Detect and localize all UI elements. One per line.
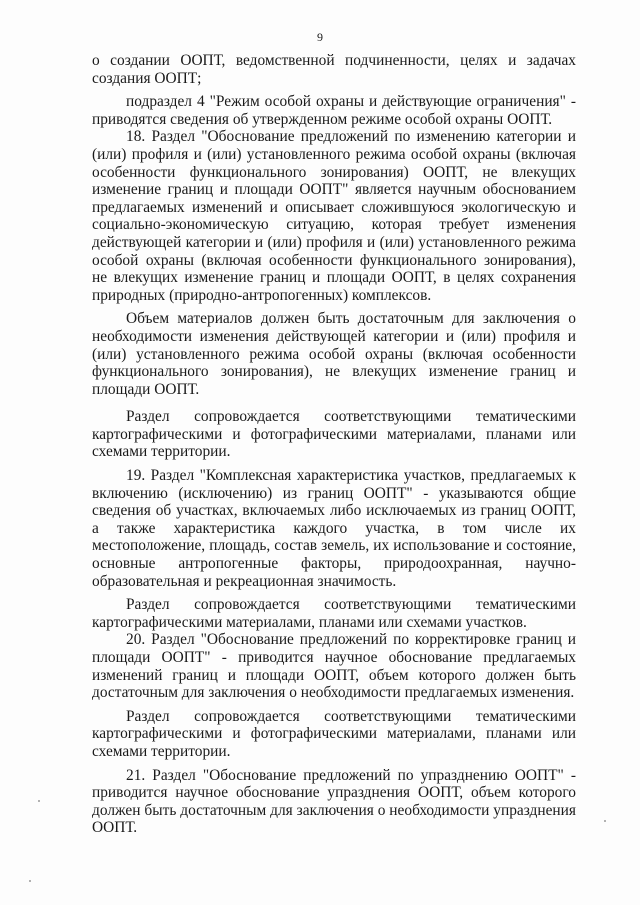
scan-speck: [29, 880, 31, 882]
document-body: [92, 52, 576, 837]
paragraph-section-19-attachments: Раздел сопровождается соответствующими тематическими картографическими материалами, планами или схемами участков.: [92, 596, 576, 631]
paragraph-section-19: 19. Раздел "Комплексная характеристика участков, предлагаемых к включению (исключению) из границ ООПТ" - указываются общие сведения об участках, включаемых либо исключаемых из границ ООПТ, а также характеристика каждого участка, в том числе их местоположение, площадь, состав земель, их использование и состояние, основные антропогенные факторы, природоохранная, научно-образовательная и рекреационная значимость.: [92, 467, 576, 590]
scan-speck: [38, 800, 40, 802]
paragraph-subsection-4: подраздел 4 "Режим особой охраны и действующие ограничения" - приводятся сведения об утвержденном режиме особой охраны ООПТ.: [92, 93, 576, 128]
paragraph-creation-info: о создании ООПТ, ведомственной подчиненности, целях и задачах создания ООПТ;: [92, 52, 576, 87]
paragraph-section-20: 20. Раздел "Обоснование предложений по корректировке границ и площади ООПТ" - приводится научное обоснование предлагаемых изменений границ и площади ООПТ, объем которого должен быть достаточным для заключения о необходимости предлагаемых изменения.: [92, 631, 576, 702]
paragraph-section-20-attachments: Раздел сопровождается соответствующими тематическими картографическими и фотографическими материалами, планами или схемами территории.: [92, 707, 576, 760]
scan-speck: [604, 820, 606, 822]
paragraph-section-18: 18. Раздел "Обоснование предложений по изменению категории и (или) профиля и (или) установленного режима особой охраны (включая особенности функционального зонирования) ООПТ, не влекущих изменение границ и площади ООПТ" является научным обоснованием предлагаемых изменений и описывает сложившуюся экологическую и социально-экономическую ситуацию, которая требует изменения действующей категории и (или) профиля и (или) установленного режима особой охраны (включая особенности функционального зонирования), не влекущих изменение границ и площади ООПТ, в целях сохранения природных (природно-антропогенных) комплексов.: [92, 128, 576, 304]
paragraph-section-21: 21. Раздел "Обоснование предложений по упразднению ООПТ" - приводится научное обоснование упразднения ООПТ, объем которого должен быть достаточным для заключения о необходимости упразднения ООПТ.: [92, 766, 576, 837]
paragraph-materials-volume: Объем материалов должен быть достаточным для заключения о необходимости изменения действующей категории и (или) профиля и (или) установленного режима особой охраны (включая особенности функционального зонирования), не влекущих изменение границ и площади ООПТ.: [92, 310, 576, 398]
page-number: 9: [317, 30, 323, 44]
paragraph-section-18-attachments: Раздел сопровождается соответствующими тематическими картографическими и фотографическими материалами, планами или схемами территории.: [92, 408, 576, 461]
